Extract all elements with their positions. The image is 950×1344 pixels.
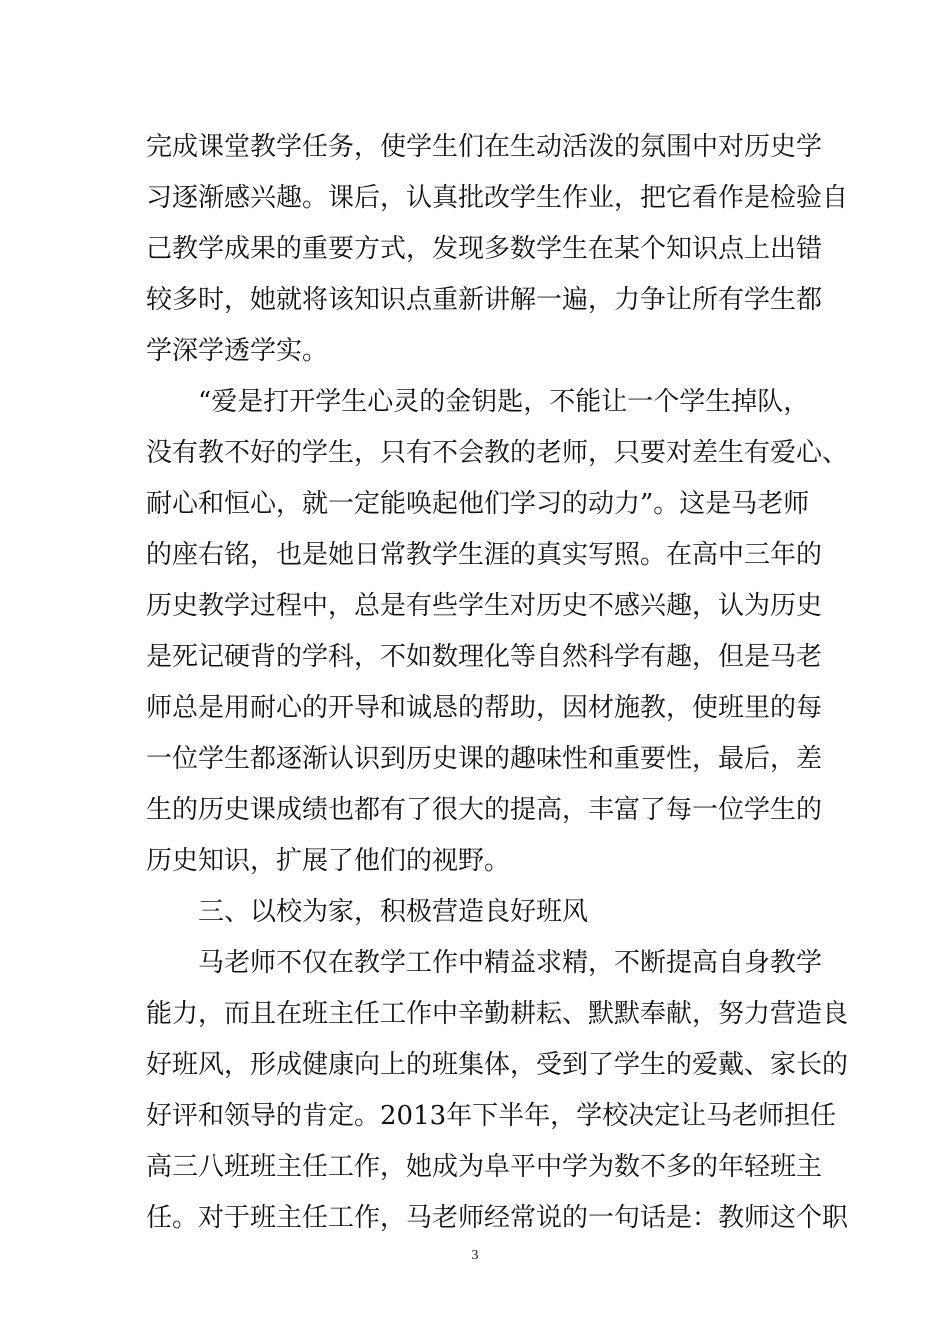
text-line: 好班风，形成健康向上的班集体，受到了学生的爱戴、家长的 — [146, 1050, 849, 1080]
text-line: 习逐渐感兴趣。课后，认真批改学生作业，把它看作是检验自 — [146, 183, 849, 213]
text-line: 耐心和恒心，就一定能唤起他们学习的动力”。这是马老师 — [146, 489, 810, 519]
text-line: 较多时，她就将该知识点重新讲解一遍，力争让所有学生都 — [146, 285, 823, 315]
text-line: 是死记硬背的学科，不如数理化等自然科学有趣，但是马老 — [146, 642, 823, 672]
body-text — [146, 122, 849, 1244]
text-line: 历史教学过程中，总是有些学生对历史不感兴趣，认为历史 — [146, 591, 823, 621]
text-line: 的座右铭，也是她日常教学生涯的真实写照。在高中三年的 — [146, 540, 823, 570]
text-line: 好评和领导的肯定。2013年下半年，学校决定让马老师担任 — [146, 1101, 837, 1131]
text-line: 师总是用耐心的开导和诚恳的帮助，因材施教，使班里的每 — [146, 693, 823, 723]
text-line: “爱是打开学生心灵的金钥匙，不能让一个学生掉队， — [198, 387, 810, 417]
text-line: 己教学成果的重要方式，发现多数学生在某个知识点上出错 — [146, 234, 823, 264]
text-line: 能力，而且在班主任工作中辛勤耕耘、默默奉献，努力营造良 — [146, 999, 849, 1029]
text-line: 一位学生都逐渐认识到历史课的趣味性和重要性，最后，差 — [146, 744, 823, 774]
text-line: 完成课堂教学任务，使学生们在生动活泼的氛围中对历史学 — [146, 132, 823, 162]
page-number: 3 — [471, 1248, 479, 1263]
text-line: 任。对于班主任工作，马老师经常说的一句话是：教师这个职 — [146, 1203, 849, 1233]
text-line: 三、以校为家，积极营造良好班风 — [198, 897, 589, 927]
text-line: 马老师不仅在教学工作中精益求精，不断提高自身教学 — [198, 948, 823, 978]
text-line: 学深学透学实。 — [146, 336, 329, 366]
text-line: 生的历史课成绩也都有了很大的提高，丰富了每一位学生的 — [146, 795, 823, 825]
text-line: 高三八班班主任工作，她成为阜平中学为数不多的年轻班主 — [146, 1152, 823, 1182]
text-line: 没有教不好的学生，只有不会教的老师，只要对差生有爱心、 — [146, 438, 849, 468]
text-line: 历史知识，扩展了他们的视野。 — [146, 846, 511, 876]
